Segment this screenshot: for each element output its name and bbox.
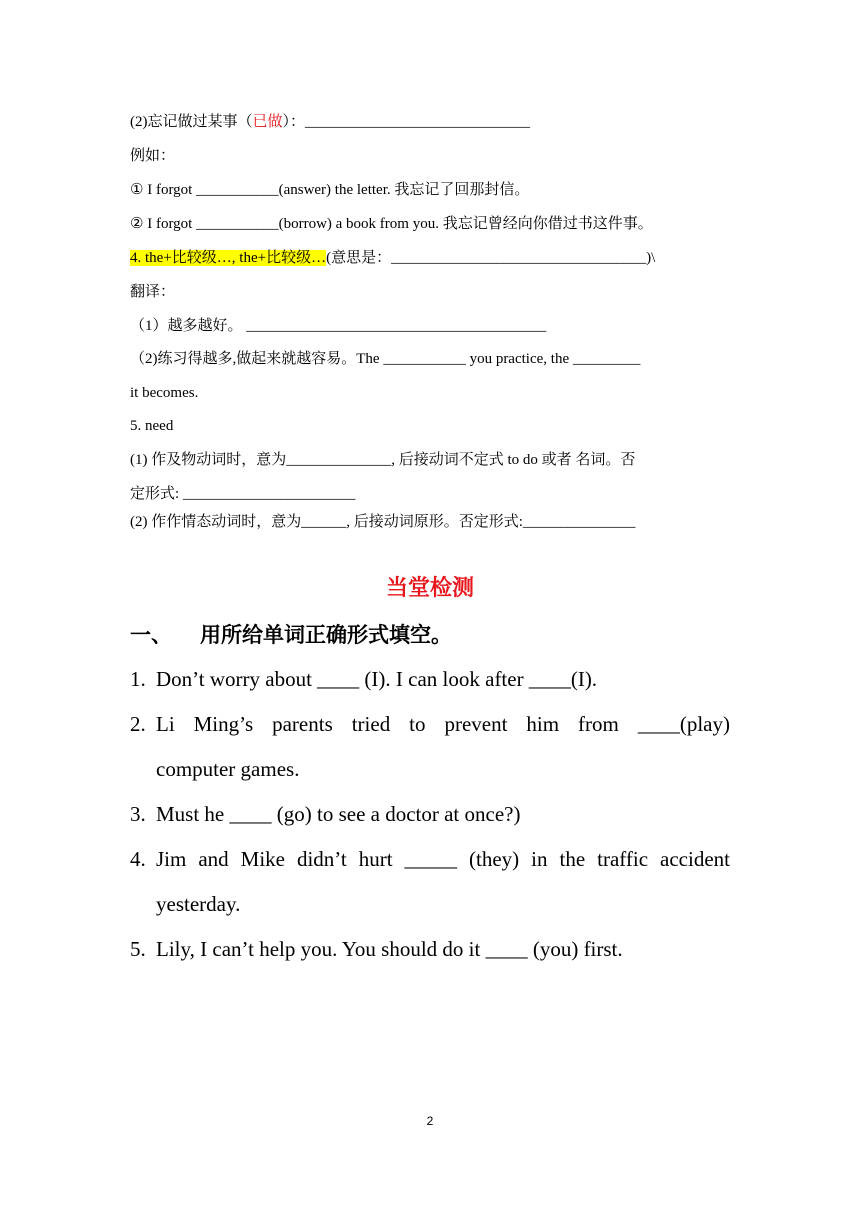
note-example-1: ① I forgot ___________(answer) the letter. 我忘记了回那封信。 [130,182,530,198]
note-forget-done-prefix: (2)忘记做过某事（ [130,114,253,130]
page-number: 2 [426,1114,434,1128]
note-need-1-cont: 定形式: _______________________ [130,486,356,502]
note-translate-label: 翻译： [130,284,176,300]
question-text: Don’t worry about ____ (I). I can look after ____(I). [156,667,598,691]
question-1 [130,664,730,694]
note-need-2: (2) 作作情态动词时，意为______, 后接动词原形。否定形式:_______________ [130,514,636,530]
note-comparative-meaning: (意思是：__________________________________)\ [326,250,656,266]
exercise-heading-text: 用所给单词正确形式填空。 [200,623,452,647]
note-need-1: (1) 作及物动词时，意为______________, 后接动词不定式 to do 或者 名词。否 [130,452,636,468]
note-forget-done-red: 已做 [252,114,283,130]
question-3 [130,799,730,829]
question-text: Jim and Mike didn’t hurt _____ (they) in the traffic accident [156,847,730,871]
question-number: 1. [130,667,146,691]
note-translate-2: （2)练习得越多,做起来就越容易。The ___________ you practice, the _________ [130,351,641,367]
question-text: Must he ____ (go) to see a doctor at once?) [156,802,521,826]
question-5 [130,934,730,964]
note-forget-done-suffix: ）：______________________________ [282,114,531,130]
note-example-2: ② I forgot ___________(borrow) a book from you. 我忘记曾经向你借过书这件事。 [130,216,653,232]
note-comparative [130,248,732,268]
question-4 [130,844,730,874]
question-2-cont: computer games. [156,757,300,781]
note-need-heading: 5. need [130,418,174,434]
question-text: Li Ming’s parents tried to prevent him from ____(play) [156,712,730,736]
exercise-heading-number: 一、 [130,623,172,647]
note-translate-2-cont: it becomes. [130,385,199,401]
question-number: 4. [130,847,146,871]
note-translate-1: （1）越多越好。 ________________________________________ [130,318,547,334]
question-number: 3. [130,802,146,826]
question-number: 2. [130,712,146,736]
question-2 [130,709,730,739]
exercise-heading [130,620,452,650]
note-example-label: 例如： [130,148,176,164]
note-comparative-highlight: 4. the+比较级…, the+比较级… [130,250,327,266]
question-4-cont: yesterday. [156,892,241,916]
section-title: 当堂检测 [385,576,474,601]
note-forget-done [130,112,732,132]
question-number: 5. [130,937,146,961]
question-text: Lily, I can’t help you. You should do it ____ (you) first. [156,937,623,961]
